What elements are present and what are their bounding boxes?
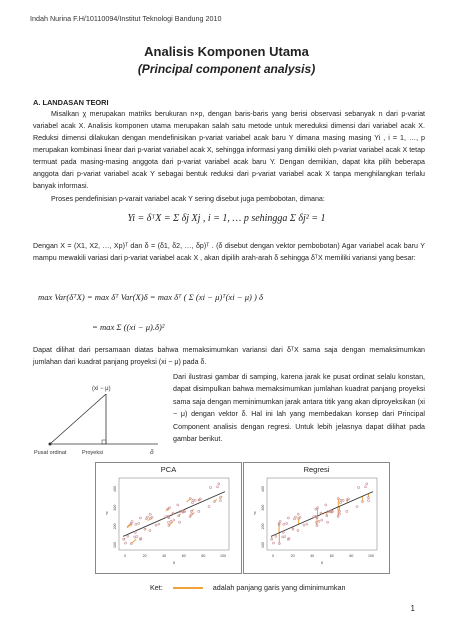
residual-segment-pca bbox=[135, 532, 136, 533]
paragraph-conclusion: Dapat dilihat dari persamaan diatas bahwa memaksimumkan variansi dari δᵀX sama saja dengan memaksimumkan jumlahan dari kuadrat panjang proyeksi (xi − μ) pada δ. bbox=[33, 346, 425, 366]
equation-weighting: Yi = δᵀX = Σ δj Xj , i = 1, … p sehingga Σ δj² = 1 bbox=[127, 213, 326, 224]
equation-projection-sum: = max Σ ((xi − μ).δ)² bbox=[92, 322, 165, 332]
x-tick-label-0: 100 bbox=[220, 554, 226, 558]
y-tick-label-0: 100 bbox=[113, 542, 117, 548]
section-heading: A. LANDASAN TEORI bbox=[33, 98, 109, 107]
delta-label: δ bbox=[150, 449, 154, 456]
y-tick-label-1: 400 bbox=[261, 486, 265, 492]
x-tick-label-0: 0 bbox=[124, 554, 126, 558]
y-axis-label-1: y bbox=[253, 510, 257, 515]
x-tick-label-1: 80 bbox=[349, 554, 354, 558]
paper-subtitle: (Principal component analysis) bbox=[137, 62, 316, 76]
origin-label: Pusat ordinat bbox=[34, 450, 67, 456]
y-tick-label-0: 400 bbox=[113, 486, 117, 492]
figure-legend bbox=[150, 583, 345, 592]
paper-title: Analisis Komponen Utama bbox=[144, 44, 309, 59]
y-tick-label-1: 300 bbox=[261, 504, 265, 511]
paragraph-vectors: Dengan X = (X1, X2, …, Xp)ᵀ dan δ = (δ1, δ2, …, δp)ᵀ . (δ disebut dengan vektor pembobotan) Agar variabel acak baru Y mampu mewakili variasi dari p-variat variabel acak X , akan dipilih arah-arah δ sehingga δᵀX memiliki variansi yang besar: bbox=[33, 242, 425, 262]
x-tick-label-1: 0 bbox=[272, 554, 274, 558]
paragraph-illustration: Dari ilustrasi gambar di samping, karena jarak ke pusat ordinat selalu konstan, dapat disimpulkan bahwa memaksimumkan jumlahan kuadrat panjang proyeksi sama saja dengan meminimumkan jarak antara titik yang akan diproyeksikan (xi − μ) dengan vektor δ. Hal ini lah yang membedakan konsep dari Principal Component analisis dengan regresi. Untuk lebih jelasnya dapat dilihat pada gambar berikut. bbox=[173, 373, 425, 444]
point-label: (xi − μ) bbox=[92, 386, 111, 392]
paragraph-intro: Misalkan χ merupakan matriks berukuran n×p, dengan baris-baris yang berisi observasi sebanyak n dari p-variat variabel acak X. Analisis komponen utama merupakan salah satu metode untuk mereduksi dimensi dari variabel acak X. Reduksi dimensi dilakukan dengan mendefinisikan p-variat variabel acak baru Y dimana masing masing Yi , i = 1, …, p merupakan kombinasi linear dari p-variat variabel acak X, sehingga informasi yang dimiliki oleh p-variat variabel acak X tetap termuat pada masing-masing anggota dari p-variat variabel acak baru Y. Dengan demikian, dapat kita pilih beberapa anggota dari p-variat variabel acak Y sebagai bentuk reduksi dari p-variat variabel acak X tanpa menghilangkan terlalu banyak informasi. bbox=[33, 110, 425, 190]
x-axis-label-0: x bbox=[172, 560, 176, 565]
x-tick-label-0: 60 bbox=[181, 554, 186, 558]
x-tick-label-1: 60 bbox=[329, 554, 334, 558]
origin-point bbox=[49, 443, 52, 446]
page-header: Indah Nurina F.H/10110094/Institut Teknologi Bandung 2010 bbox=[30, 14, 222, 23]
legend-line-swatch bbox=[173, 587, 203, 589]
y-axis-label-0: y bbox=[105, 510, 109, 515]
projection-label: Proyeksi bbox=[82, 450, 104, 456]
comparison-plots-svg bbox=[95, 462, 390, 574]
y-tick-label-1: 100 bbox=[261, 542, 265, 548]
y-tick-label-1: 200 bbox=[261, 523, 265, 530]
x-tick-label-1: 20 bbox=[290, 554, 295, 558]
projection-diagram bbox=[34, 380, 168, 460]
paragraph-weighting: Proses pendefinisian p-varait variabel acak Y sering disebut juga pembobotan, dimana: bbox=[51, 195, 325, 203]
right-angle-mark bbox=[102, 440, 106, 444]
legend-text: adalah panjang garis yang diminimumkan bbox=[212, 583, 346, 592]
plot-title-0: PCA bbox=[160, 465, 177, 474]
x-tick-label-0: 40 bbox=[162, 554, 167, 558]
x-tick-label-0: 20 bbox=[142, 554, 147, 558]
x-axis-label-1: x bbox=[320, 560, 324, 565]
x-tick-label-0: 80 bbox=[201, 554, 206, 558]
legend-label: Ket: bbox=[150, 583, 163, 592]
comparison-figure bbox=[95, 462, 390, 574]
x-tick-label-1: 40 bbox=[310, 554, 315, 558]
page-number: 1 bbox=[410, 604, 415, 613]
residual-segment-pca bbox=[172, 513, 173, 514]
point-vector bbox=[50, 394, 106, 444]
x-tick-label-1: 100 bbox=[368, 554, 374, 558]
y-tick-label-0: 200 bbox=[113, 523, 117, 530]
plot-title-1: Regresi bbox=[303, 465, 330, 474]
y-tick-label-0: 300 bbox=[113, 504, 117, 511]
equation-max-variance: max Var(δᵀX) = max δᵀ Var(X)δ = max δᵀ ( Σ (xi − μ)ᵀ(xi − μ) ) δ bbox=[38, 292, 264, 302]
